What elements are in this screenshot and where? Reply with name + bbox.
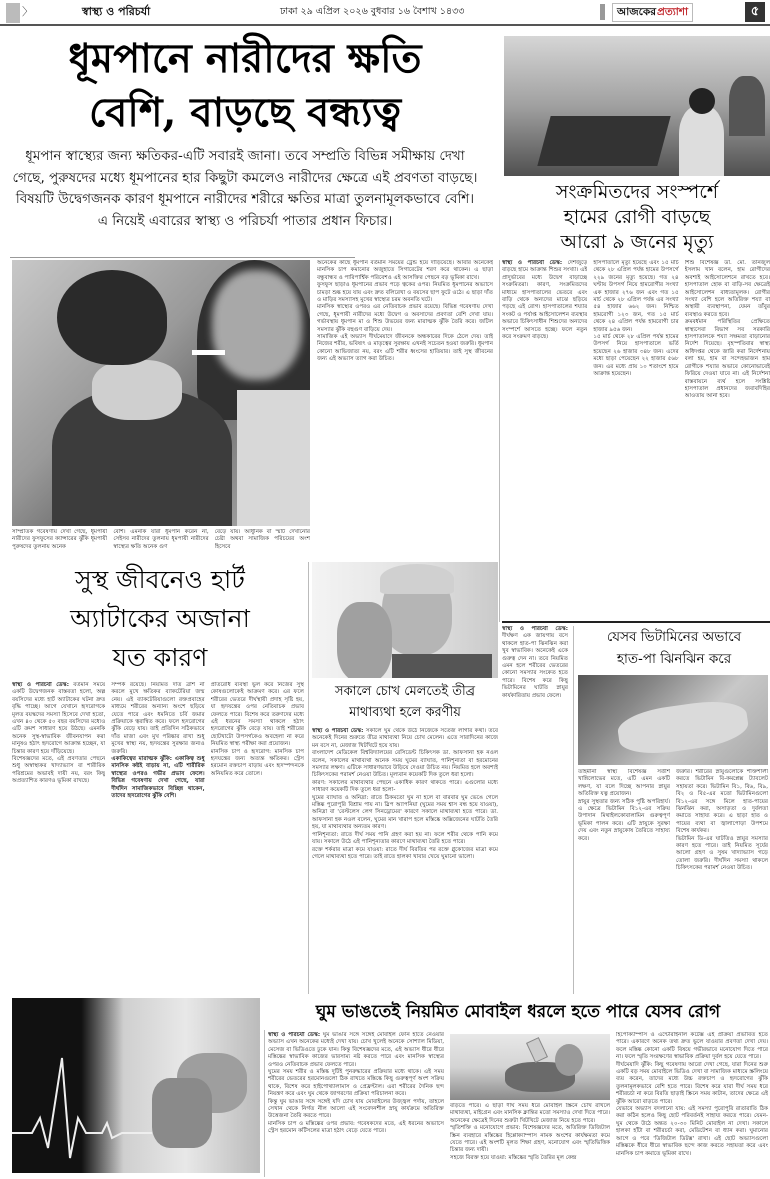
mobile-story-col1 <box>268 1032 444 1177</box>
paragraph: হাসপাতালে মৃত্যু হয়েছে এবং ১৫ মার্চ থেকে ২৮ এপ্রিল পর্যন্ত হামের উপসর্গে ২২৯ জনের মৃত্যু হয়েছে। গত ২৪ ঘণ্টায় উপসর্গ নিয়ে হামরোগীর সংখ্যা এক হাজার ২৭৬ জন এবং গত ১৫ মার্চ থেকে ২৮ এপ্রিল পর্যন্ত এর সংখ্যা ৫৪ হাজার ৬৬২ জন। নিশ্চিত হামরোগী ১২৩ জন, গত ১৫ মার্চ থেকে ২৪ এপ্রিল পর্যন্ত হামরোগী চার হাজার ৯৫৬ জন। <box>593 260 679 333</box>
paragraph: ঘুমের ব্যাঘাত ও অনিদ্রা: রাতে ঠিকমতো ঘুম না হলে বা বারবার ঘুম ভেঙে গেলে মস্তিষ্ক পুরোপুরি বিশ্রাম পায় না। স্লিপ অ্যাপনিয়া (ঘুমের সময় শ্বাস বন্ধ হয়ে যাওয়া), অনিদ্রা বা 'রেস্টলেস লেগ সিনড্রোমের' কারণে সকালে মাথাব্যথা হতে পারে। ডা. আফসানা হক নওল বলেন, ঘুমের মান খারাপ হলে মস্তিষ্কে অক্সিজেনের ঘাটতি তৈরি হয়, যা মাথাব্যথার অন্যতম কারণ। <box>312 794 498 831</box>
column-divider <box>499 260 500 622</box>
paragraph-text: সকালে ঘুম থেকে উঠে নিজেকে সতেজ লাগার কথা। তবে অনেকেই দিনের শুরুতে তীব্র মাথাব্যথা নিয়ে চোখ মেলেন। এতে সারাদিনের কাজে মন বসে না, মেজাজ খিটখিটে হয়ে যায়। <box>312 728 498 749</box>
paragraph: মানসিক চাপ ও মস্তিষ্কের ওপর প্রভাব: গবেষকদের মতে, এই ধরনের অভ্যাসে স্ট্রেস হরমোন কর্টিসলের মাত্রা হঠাৎ বেড়ে যেতে পারে। <box>268 1120 444 1135</box>
logo-prefix: আজকের <box>617 6 656 18</box>
text-column <box>578 769 670 994</box>
photo-shape <box>679 106 724 176</box>
paragraph: ফুসফুস ছাড়াও ধূমপানের প্রভাব পড়ে ত্বকের ওপর। নিয়মিত ধূমপানের অভ্যাসে চামড়া শুষ্ক হয়ে যায় এবং দ্রুত বলিরেখা ও বয়সের ছাপ ফুটে ওঠে। এ ছাড়া দাঁত ও মাড়ির সমস্যাসহ মুখের স্বাস্থ্যের চরম অবনতি ঘটে। <box>317 282 493 304</box>
measles-headline-line1: সংক্রমিতদের সংস্পর্শে <box>555 181 719 203</box>
paragraph: বিশেষজ্ঞদের মতে, এই প্রবণতার পেছনে শুধু অস্বাস্থ্যকর খাদ্যাভ্যাস বা শারীরিক পরিশ্রমের অভাবই দায়ী নয়, বরং কিছু অপ্রত্যাশিত কারণও ভূমিকা রাখছে। <box>12 756 106 785</box>
headache-headline <box>312 681 498 725</box>
heart-story-body <box>12 682 304 994</box>
paragraph: স্নায়ুর সুস্থতার জন্য সঠিক পুষ্টি অপরিহার্য। এ ক্ষেত্রে ভিটামিন বি১২-এর সক্রিয় উপাদান মিথাইলকোবালামিন গুরুত্বপূর্ণ ভূমিকা পালন করে। এটি স্নায়ুকে সুরক্ষা দেয় এবং নতুন স্নায়ুকোষ তৈরিতে সাহায্য করে। <box>578 798 670 842</box>
caption-col: বেশি। এমনকি যারা ধূমপান করেন না, সেইসব নারীদের তুলনায় ধূমপায়ী নারীদের স্বাস্থ্যের ক্ষতি অনেক গুণ <box>113 529 209 550</box>
cigarette <box>192 350 225 355</box>
heart-headline-line3: যত কারণ <box>112 643 208 672</box>
main-story-caption-columns <box>12 529 310 553</box>
heart-headline <box>16 560 304 678</box>
mobile-story-col2 <box>450 1103 610 1177</box>
paragraph: শিশু বিশেষজ্ঞ ডা. মো. তানজুল ইসলাম খান বলেন, হাম রোগীদের অবশ্যই আইসোলেশনে রাখতে হবে। হাসপাতাল হোক বা বাড়ি-সব ক্ষেত্রেই আইসোলেশন বাধ্যতামূলক। রোগীর সংখ্যা বেশি হলে অতিরিক্ত শয্যা বা অস্থায়ী ব্যবস্থাপনা, যেমন তাঁবুর ব্যবস্থাও করতে হবে। <box>684 260 770 318</box>
paragraph: মানসিক স্বাস্থ্যের ওপরও এর নেতিবাচক প্রভাব রয়েছে। বিভিন্ন গবেষণায় দেখা গেছে, ধূমপায়ী নারীদের মধ্যে উদ্বেগ ও অবসাদের প্রবণতা বেশি দেখা যায়। গর্ভাবস্থায় ধূমপান মা ও শিশু উভয়ের জন্য মারাত্মক ঝুঁকি তৈরি করে। জটিল সমস্যার ঝুঁকি বহুগুণ বাড়িয়ে দেয়। <box>317 304 493 333</box>
paragraph: ১৫ মার্চ থেকে ২৮ এপ্রিল পর্যন্ত হামের উপসর্গ নিয়ে হাসপাতালে ভর্তি হয়েছেন ২৬ হাজার ৩৪৮ জন। এদের মধ্যে ছাড়া পেয়েছেন ২২ হাজার ৫৬৮ জন। এর মধ্যে প্রায় ১০ শতাংশে হামে আক্রান্ত হয়েছেন। <box>593 334 679 378</box>
page-header <box>0 0 770 26</box>
paragraph: বাংলাদেশ মেডিকেল বিশ্ববিদ্যালয়ের রেসিডেন্ট চিকিৎসক ডা. আফসানা হক নওল বলেন, সকালের মাথাব্যথা অনেক সময় ঘুমের ব্যাঘাত, পানিশূন্যতা বা হরমোনের সমস্যার লক্ষণ। এটিকে সাধারণভাবে উড়িয়ে দেওয়া উচিত নয়। নিয়মিত হলে অবশ্যই চিকিৎসকের পরামর্শ নেওয়া উচিত। মূল্যবান কয়েকটি দিক তুলে ধরা হলো। <box>312 750 498 779</box>
paragraph: রক্তে শর্করার মাত্রা কমে যাওয়া: রাতে দীর্ঘ বিরতির পর রক্তে গ্লুকোজের মাত্রা কমে গেলে মাথাব্যথা হতে পারে। তাই রাতে হালকা খাবার খেয়ে ঘুমানো ভালো। <box>312 846 498 860</box>
caption-col: সাম্প্রতিক গবেষণায় দেখা গেছে, ধূমপায়ী নারীদের ফুসফুসের ক্যান্সারের ঝুঁকি ধূমপায়ী পুরুষদের তুলনায় অনেক <box>12 529 108 550</box>
issue-date: ঢাকা ২৯ এপ্রিল ২০২৬ বুধবার ১৬ বৈশাখ ১৪৩৩ <box>280 6 465 17</box>
paragraph: স্মৃতিশক্তি ও মনোযোগে প্রভাব: বিশেষজ্ঞদের মতে, অতিরিক্ত ডিজিটাল স্ক্রিন ব্যবহারে মস্তিষ্কের হিপ্পোক্যাম্পাস নামক অংশের কার্যক্ষমতা কমে যেতে পারে। এই অংশটি মূলত শিক্ষা গ্রহণ, মনোযোগ এবং স্মৃতিভিত্তিক চিন্তার জন্য দায়ী। <box>450 1125 610 1154</box>
photo-shape <box>537 116 670 166</box>
paragraph: বাড়তে পারে। এ ছাড়া দীর্ঘ সময় ধরে মোবাইল স্ক্রিনে চোখ রাখলে মাথাব্যথা, মাইগ্রেন এবং মানসিক ক্লান্তির মতো সমস্যাও দেখা দিতে পারে। অনেকের ক্ষেত্রেই দিনের শুরুটা খিটখিটে মেজাজ নিয়ে হতে পারে। <box>450 1103 610 1124</box>
column-divider <box>308 562 309 994</box>
smoking-women-photo <box>12 260 310 526</box>
subhead-paragraph: একাকিত্বের মারাত্মক ঝুঁকি: একাকিত্ব শুধু মানসিক কষ্টই বাড়ায় না, এটি শারীরিক স্বাস্থ্যের ওপরও গভীর প্রভাব ফেলে। বিভিন্ন গবেষণায় দেখা গেছে, যারা দীর্ঘদিন সামাজিকভাবে বিচ্ছিন্ন থাকেন, তাদের হৃদরোগের ঝুঁকি বেশি। <box>111 756 205 800</box>
paragraph-text: ঘুম ভাঙার সঙ্গে সঙ্গেই মোবাইল ফোন হাতে নেওয়ার অভ্যাস এখন অনেকের মধ্যেই দেখা যায়। চোখ খুলেই অনেকে সোশ্যাল মিডিয়া, মেসেজ বা ভিডিওতে ঢুকে যান। কিন্তু বিশেষজ্ঞদের মতে, এই অভ্যাস ধীরে ধীরে মস্তিষ্কের স্বাভাবিক কাজের ভারসাম্য নষ্ট করতে পারে এবং মানসিক স্বাস্থ্যের ওপরও নেতিবাচক প্রভাব ফেলতে পারে। <box>268 1032 444 1068</box>
byline: স্বাস্থ্য ও পরিচর্যা ডেস্ক: <box>268 1032 321 1038</box>
photo-shape <box>92 360 182 420</box>
paragraph <box>312 728 498 750</box>
paragraph <box>268 1032 444 1069</box>
paragraph: সহজে বিরক্ত হয়ে যাওয়া: মস্তিষ্কের স্মৃতি তৈরির মূল কেন্দ্র <box>450 1154 577 1161</box>
chest-pain-photo <box>12 998 260 1173</box>
paragraph: ক্রমবর্ধমান পরিস্থিতির প্রেক্ষিতে স্বাস্থ্যসেবা বিভাগ সব সরকারি হাসপাতালকে শয্যা সক্ষমতা বাড়ানোর নির্দেশ দিয়েছে। বৃহস্পতিবার স্বাস্থ্য অধিদপ্তর থেকে জারি করা নির্দেশনায় বলা হয়, হাম বা সন্দেহভাজন হাম রোগীকে শয্যার অভাবে কোনোভাবেই ফিরিয়ে দেওয়া যাবে না। এই নির্দেশনা বাস্তবায়নে ব্যর্থ হলে সংশ্লিষ্ট হাসপাতাল প্রধানদের জবাবদিহির আওতায় আনা হবে। <box>684 319 770 400</box>
vitamin-headline-line1: যেসব ভিটামিনের অভাবে <box>606 629 742 645</box>
divider <box>502 621 770 623</box>
byline: স্বাস্থ্য ও পরিচর্যা ডেস্ক: <box>502 260 563 266</box>
measles-story-body <box>502 260 770 618</box>
paragraph: মানসিক চাপ ও হৃদরোগ: মানসিক চাপ হৃদযন্ত্রের জন্য অত্যন্ত ক্ষতিকর। স্ট্রেস হরমোন রক্তচাপ বাড়ায় এবং হৃদস্পন্দনকে অনিয়মিত করে তোলে। <box>210 748 304 777</box>
paragraph: ঘুমের সময় শরীর ও মস্তিষ্ক দুটিই পুনরুদ্ধারের প্রক্রিয়ার মধ্যে থাকে। এই সময় শরীরের ভেতরের হরমোনগুলো ঠিক রাখতে মস্তিষ্কে কিছু গুরুত্বপূর্ণ অংশ সক্রিয় থাকে, বিশেষ করে হাইপোথ্যালামাস ও প্রেফ্রন্টাল। এরা শরীরের দৈনিক ছন্দ নিয়ন্ত্রণ করে এবং ঘুম থেকে জাগরণের প্রক্রিয়া পরিচালনা করে। <box>268 1069 444 1098</box>
section-title: স্বাস্থ্য ও পরিচর্যা <box>82 5 151 18</box>
measles-headline-line3: আরো ৯ জনের মৃত্যু <box>560 231 714 253</box>
mobile-headline: ঘুম ভাঙতেই নিয়মিত মোবাইল ধরলে হতে পারে যেসব রোগ <box>315 1002 721 1022</box>
text-column <box>685 260 770 618</box>
paragraph: প্রতিরোধ ব্যবস্থা ভুল করে নিজের সুস্থ কোষগুলোকেই আক্রমণ করে। এর ফলে শরীরের ভেতরে দীর্ঘস্থায়ী প্রদাহ সৃষ্টি হয়, যা হৃদযন্ত্রের ওপর নেতিবাচক প্রভাব ফেলতে পারে। বিশেষ করে তরুণদের মধ্যে এই ধরনের সমস্যা থাকলে হঠাৎ হৃদরোগের ঝুঁকি বেড়ে যায়। তাই শরীরের ছোটখাটো উপসর্গকেও অবহেলা না করে নিয়মিত স্বাস্থ্য পরীক্ষা করা প্রয়োজন। <box>210 682 304 748</box>
headache-story-body <box>312 728 498 994</box>
headache-man-photo <box>312 562 498 678</box>
headache-headline-line2: মাথাব্যথা হলে করণীয় <box>349 705 461 720</box>
photo-shape <box>729 76 765 136</box>
measles-headline <box>504 180 770 256</box>
vitamin-story-body <box>578 769 768 994</box>
text-column <box>676 769 768 994</box>
paragraph: সম্পর্ক রয়েছে। নিয়মিত দাঁত ব্রাশ না করলে মুখে ক্ষতিকর ব্যাকটেরিয়া জন্ম নেয়। এই ব্যাকটেরিয়াগুলো রক্তপ্রবাহের মাধ্যমে শরীরের অন্যান্য অংশে ছড়িয়ে যেতে পারে এবং ধমনিতে চর্বি জমার প্রক্রিয়াকে ত্বরান্বিত করে। ফলে হৃদরোগের ঝুঁকি বেড়ে যায়। তাই প্রতিদিন সঠিকভাবে দাঁত মাজা এবং মুখ পরিষ্কার রাখা শুধু মুখের স্বাস্থ্য নয়, হৃদযন্ত্রের সুরক্ষার জন্যও জরুরি। <box>111 682 205 755</box>
caption-col: বেড়ে যায়। আধুনিক বা স্মার্ট দেখানোর চেষ্টা অথবা সামাজিক পরিচয়ের অংশ হিসেবে <box>214 529 310 550</box>
paragraph: কারণ: সকালের মাথাব্যথার পেছনে একাধিক কারণ থাকতে পারে। এগুলোর মধ্যে সাধারণ কয়েকটি দিক তুলে ধরা হলো- <box>312 779 498 794</box>
photo-shape <box>212 270 302 380</box>
column-divider <box>264 1030 265 1177</box>
header-divider <box>600 4 605 20</box>
paragraph: সামাজিক এই অভ্যাস দীর্ঘমেয়াদে জীবনকে অন্ধকারের দিকে ঠেলে দেয়। তাই নিজের শরীর, ভবিষ্যৎ ও মাতৃত্বের সুরক্ষায় এখনই সচেতন হওয়া জরুরি। ধূমপান কোনো আভিজাত্য নয়, বরং এটি শরীর ধ্বংসের হাতিয়ার। তাই সুস্থ জীবনের জন্য এই অভ্যাস ত্যাগ করা উচিত। <box>317 334 493 363</box>
text-column <box>502 260 587 618</box>
page-number: ৫ <box>745 2 765 22</box>
text-column <box>111 682 204 994</box>
photo-shape <box>237 390 310 526</box>
text-column <box>211 682 304 994</box>
phone-icon <box>526 1037 548 1063</box>
paragraph <box>12 682 105 756</box>
paragraph: ভিটামিন ডি-এর ঘাটতিও স্নায়ুর সমস্যার কারণ হতে পারে। তাই নিয়মিত সূর্যের আলো গ্রহণ ও সুষম খাদ্যাভ্যাস গড়ে তোলা জরুরি। দীর্ঘদিন সমস্যা থাকলে চিকিৎসকের পরামর্শ নেওয়া উচিত। <box>676 835 768 872</box>
newspaper-logo <box>612 3 693 22</box>
paragraph: পানিশূন্যতা: রাতে দীর্ঘ সময় পানি গ্রহণ করা হয় না। ফলে শরীর থেকে পানি কমে যায়। সকালে উঠে এই পানিশূন্যতার কারণে মাথাব্যথা তৈরি হতে পারে। <box>312 831 498 846</box>
header-marker <box>6 3 20 23</box>
photo-shape <box>689 88 715 114</box>
main-story-side-column <box>317 260 493 556</box>
photo-shape <box>380 564 454 594</box>
man-with-phone-photo <box>450 1034 610 1100</box>
byline: স্বাস্থ্য ও পরিচর্যা ডেস্ক: <box>502 626 568 632</box>
measles-headline-line2: হামের রোগী বাড়ছে <box>563 206 711 228</box>
chevron-right-icon: 〉 <box>22 5 33 18</box>
heart-headline-line1: সুস্থ জীবনেও হার্ট <box>75 565 245 594</box>
byline: স্বাস্থ্য ও পরিচর্যা ডেস্ক: <box>12 682 69 688</box>
vitamin-headline <box>578 626 770 672</box>
paragraph <box>502 260 587 341</box>
photo-shape <box>616 696 751 759</box>
main-headline-line2: বেশি, বাড়ছে বন্ধ্যত্ব <box>88 89 402 136</box>
main-lead: ধূমপান স্বাস্থ্যের জন্য ক্ষতিকর-এটি সবারই জানা। তবে সম্প্রতি বিভিন্ন সমীক্ষায় দেখা গেছে, পুরুষদের মধ্যে ধূমপানের হার কিছুটা কমলেও নারীদের ক্ষেত্রে এই প্রবণতা বাড়ছে। বিষয়টি উদ্বেগজনক কারণ ধূমপানে নারীদের শরীরে ক্ষতির মাত্রা তুলনামূলকভাবে বেশি। এ নিয়েই এবারের স্বাস্থ্য ও পরিচর্যা পাতার প্রধান ফিচার। <box>12 148 478 229</box>
text-column <box>593 260 678 618</box>
paragraph-text: দেশজুড়ে বাড়ছে হামে আক্রান্ত শিশুর সংখ্যা। এই প্রাদুর্ভাবের মধ্যে উদ্বেগ বাড়াচ্ছে সংক্রমিতরা। কারণ, সংক্রমিতদের মাধ্যমে হাসপাতালের ভেতরে এবং বাড়ি থেকে অন্যদের মাঝে ছড়িয়ে পড়ছে এই রোগ। হাসপাতালের শয্যার সংকট ও পর্যাপ্ত আইসোলেশন ব্যবস্থার অভাবে চিকিৎসাধীন শিশুদের অন্যদের সংস্পর্শে আসতে হচ্ছে। ফলে নতুন করে সংক্রমণ বাড়ছে। <box>502 260 588 341</box>
divider <box>10 257 355 258</box>
column-divider <box>573 626 574 994</box>
vitamin-headline-line2: হাত-পা ঝিনঝিন করে <box>616 651 732 667</box>
paragraph: হিপোক্যাম্পাস ও এন্টোরাইনাল কর্টেক্স এই প্রক্রিয়া প্রভাবিত হতে পারে। একারণে অনেক তথ্য দ্রুত ভুলে যাওয়ার প্রবণতা দেখা দেয়। ফলে মস্তিষ্ক কোনো একটি বিষয়ে গভীরভাবে মনোযোগ দিতে পারে না। ফলে স্মৃতি সংরক্ষণের স্বাভাবিক প্রক্রিয়া দুর্বল হয়ে যেতে পারে। <box>616 1032 768 1061</box>
logo-brand: প্রত্যাশা <box>656 6 689 18</box>
main-headline-line1: ধূমপানে নারীদের ক্ষতি <box>68 35 422 82</box>
hospital-ward-photo <box>504 36 770 176</box>
mobile-story-col3 <box>616 1032 768 1177</box>
photo-shape <box>57 270 167 365</box>
byline: স্বাস্থ্য ও পরিচর্যা ডেস্ক: <box>312 728 364 734</box>
photo-shape <box>152 1078 212 1148</box>
paragraph: যেভাবে অভ্যাস বদলানো যায়: এই সমস্যা পুরোপুরি রাতারাতি ঠিক করা কঠিন হলেও কিছু ছোট পরিবর্তনই সাহায্য করতে পারে। যেমন-ঘুম থেকে উঠে অন্তত ২০-৩০ মিনিট মোবাইল না দেখা। সকালে হালকা হাঁটা বা শরীরচর্চা করা, মেডিটেশন বা ধ্যান করা। ঘুমানোর আগে ও পরে 'ডিজিটাল ডিটক্স' রাখা। এই ছোট অভ্যাসগুলো মস্তিষ্ককে ধীরে ধীরে স্বাভাবিক ছন্দে কাজ করতে সহায়তা করে এবং মানসিক চাপ কমাতে ভূমিকা রাখে। <box>616 1106 768 1157</box>
photo-shape <box>337 602 392 678</box>
photo-shape <box>555 1044 583 1076</box>
paragraph-text: বর্তমান সময়ে একটি উদ্বেগজনক বাস্তবতা হলো, অল্প বয়সিদের মধ্যে হার্ট অ্যাটাকের ঘটনা দ্রুত বৃদ্ধি পাচ্ছে। আগে যেখানে হৃদরোগকে মূলত বয়স্কদের সমস্যা হিসেবে দেখা হতো, এখন ৪০ থেকে ৫০ বছর বয়সিদের মধ্যেও এটি ক্রমশ সাধারণ হয়ে উঠছে। এমনকি অনেক সুস্থ-স্বাভাবিক জীবনযাপন করা মানুষও হঠাৎ হৃদরোগে আক্রান্ত হচ্ছেন, যা চিন্তার কারণ হয়ে দাঁড়িয়েছে। <box>12 682 106 755</box>
paragraph: কিন্তু ঘুম ভাঙার সঙ্গে সঙ্গেই যদি চোখ যায় মোবাইলের উজ্জ্বল পর্দায়, তাহলে সেখান থেকে নির্গত নীল আলো এই সংবেদনশীল স্নায়ু কার্যক্রমে অতিরিক্ত উত্তেজনা তৈরি করতে পারে। <box>268 1098 444 1120</box>
vitamin-story-intro <box>502 626 568 994</box>
headache-headline-line1: সকালে চোখ মেলতেই তীব্র <box>335 684 475 699</box>
photo-shape <box>392 654 492 678</box>
paragraph: অনেকের কাছে ধূমপান বর্তমান সময়ের ট্রেন্ড হয়ে দাঁড়িয়েছে। আবার অনেকেই মানসিক চাপ কমানোর অজুহাতে সিগারেটের শরণ করে থাকেন। এ ছাড়া বন্ধুবান্ধব ও পারিপার্শ্বিক পরিবেশও এই আসক্তির পেছনে বড় ভূমিকা রাখে। <box>317 260 493 281</box>
text-column <box>12 682 105 994</box>
paragraph: জরুরি। শরীরের স্নায়ুগুলোকে শক্তিশালী করতে ভিটামিন বি-কমপ্লেক্স ট্যাবলেট সহায়তা করে। ভিটামিন বি১, বি৬, বি৯, বি২ ও বি৫-এর মতো ভিটামিনগুলো বি১২-এর সঙ্গে মিলে হাত-পায়ের ঝিনঝিন করা, অসাড়তা ও দুর্বলতা কমাতে সাহায্য করে। এ ছাড়া হাত ও পায়ের ব্যথা বা জ্বালাপোড়া উপশমে বিশেষ কার্যকর। <box>676 769 768 835</box>
paragraph: তাহমীনা স্বাস্থ্য বিশেষজ্ঞ সতীশ খান্নিলোভের মতে, এটি এমন একটি লক্ষণ, যা বলে দিচ্ছে আপনার স্নায়ুর অতিরিক্ত যত্ন প্রয়োজন। <box>578 769 670 798</box>
paragraph-text: দীর্ঘক্ষণ এক জায়গায় বসে থাকলে হাত-পা ঝিনঝিন করা খুব স্বাভাবিক। অনেকেই একে গুরুত্ব দেন না। তবে নিয়মিত এমন হলে শরীরের ভেতরের কোনো সমস্যার সংকেত হতে পারে। বিশেষ করে কিছু ভিটামিনের ঘাটতি স্নায়ুর কার্যকারিতায় প্রভাব ফেলে। <box>502 633 568 699</box>
main-headline <box>10 32 480 140</box>
heart-headline-line2: অ্যাটাকের অজানা <box>70 604 250 633</box>
paragraph <box>502 626 568 700</box>
hand-massage-photo <box>578 675 768 765</box>
paragraph: দীর্ঘমেয়াদি ঝুঁকি: কিছু গবেষণায় আরো দেখা গেছে, যারা দিনের শুরু একটি বড় সময় মোবাইলে ভিডিও দেখা বা সামাজিক মাধ্যমে স্ক্রলিংয়ে ব্যয় করেন, তাদের মধ্যে উচ্চ রক্তচাপ ও হৃদরোগের ঝুঁকি তুলনামূলকভাবে বেশি হতে পারে। বিশেষ করে যারা দীর্ঘ সময় ধরে শরীরচর্চা না করে বিরতি ছাড়াই স্ক্রিনে সময় কাটান, তাদের ক্ষেত্রে এই ঝুঁকি আরো বাড়তে পারে। <box>616 1061 768 1105</box>
